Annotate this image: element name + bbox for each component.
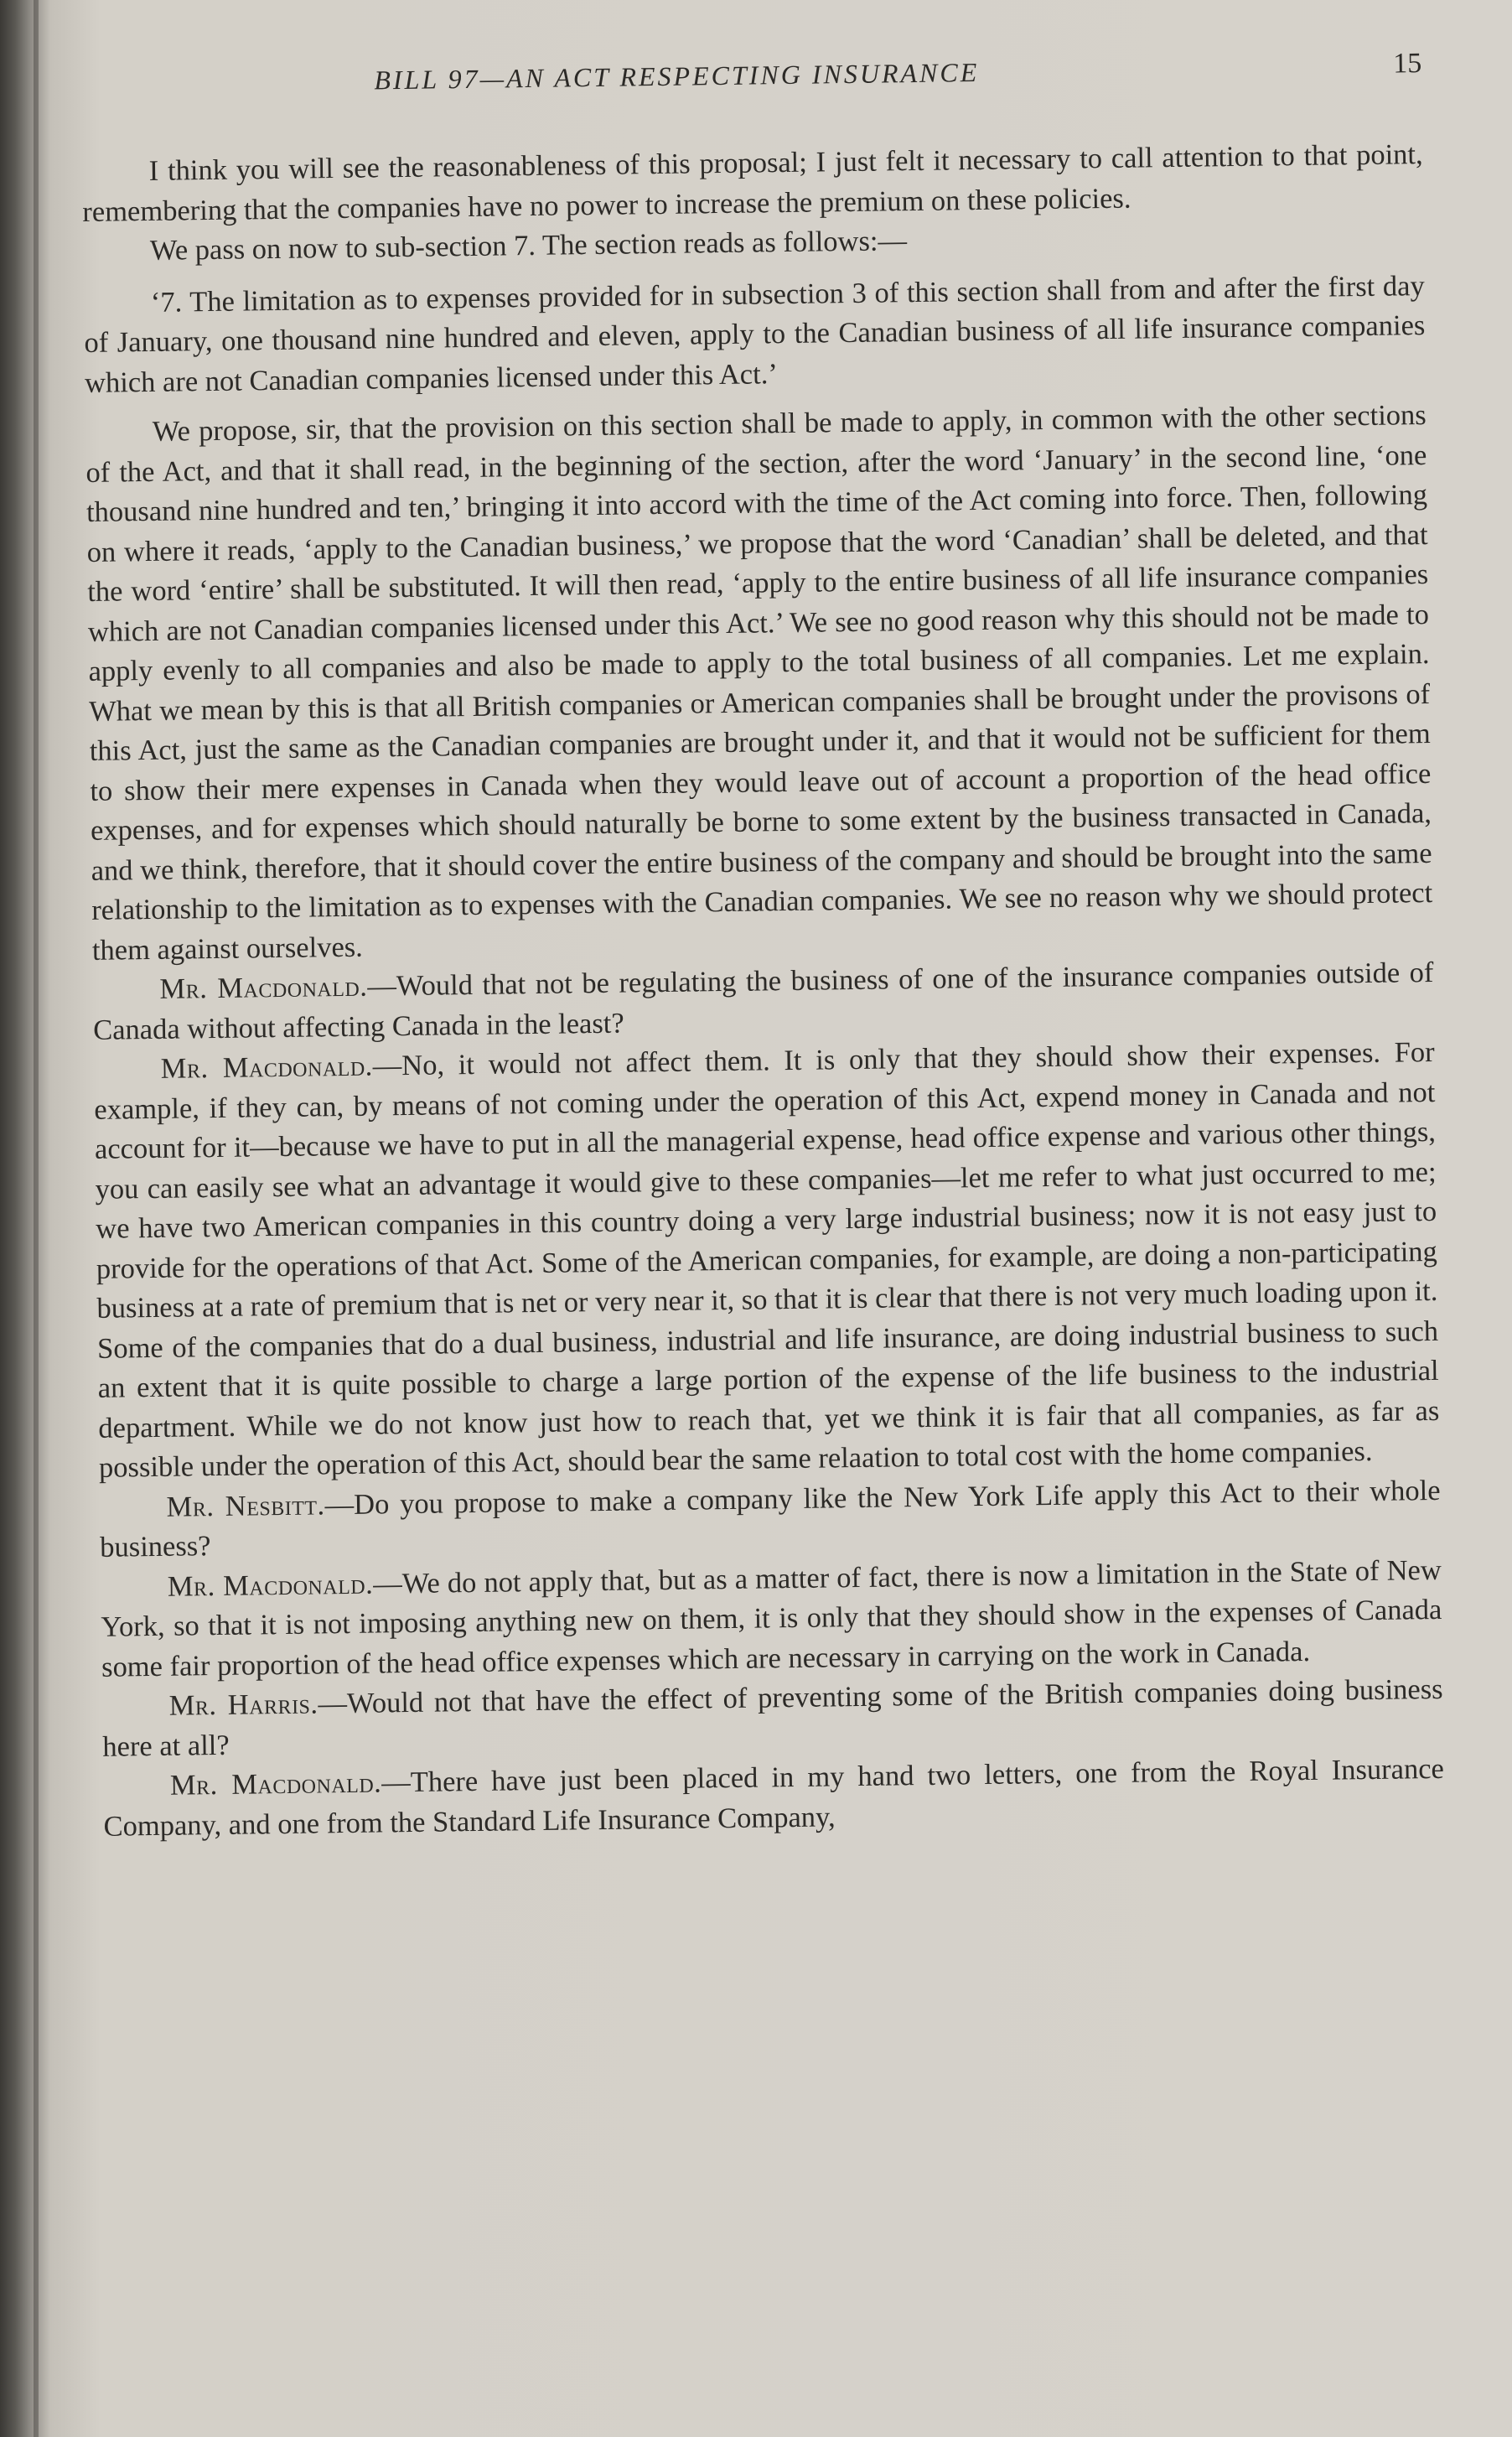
page-text-block: [80, 41, 1445, 1847]
speech-text: —We do not apply that, but as a matter of fact, there is now a limitation in the State of New York, so that it is not imposing anything new on them, it is only that they should show in the expenses of Canada some fair proportion of the head office expenses which are necessary in carrying on the work in Canada.: [101, 1553, 1442, 1683]
speaker-name: Mr. Macdonald.: [160, 1050, 374, 1085]
speech-paragraph: [103, 1750, 1445, 1847]
speaker-name: Mr. Macdonald.: [167, 1568, 374, 1603]
running-head-title: BILL 97—AN ACT RESPECTING INSURANCE: [374, 56, 980, 96]
body-text: [81, 135, 1444, 1847]
quoted-subsection: [84, 267, 1427, 403]
speaker-name: Mr. Harris.: [168, 1688, 318, 1722]
running-header: [80, 41, 1422, 109]
paragraph: [85, 396, 1434, 971]
speech-paragraph: [93, 1033, 1440, 1488]
speech-paragraph: [101, 1550, 1443, 1687]
speaker-name: Mr. Macdonald.: [159, 970, 368, 1005]
paragraph-text: ‘7. The limitation as to expenses provided for in subsection 3 of this section shall from and after the first day of January, one thousand nine hundred and eleven, apply to the Canadian business of all life insurance companies which are not Canadian companies licensed under this Act.’: [84, 269, 1426, 399]
paragraph-text: We propose, sir, that the provision on this section shall be made to apply, in common with the other sections of the Act, and that it shall read, in the beginning of the section, after the word ‘January’ in the second line, ‘one thousand nine hundred and ten,’ bringing it into accord with the time of the Act coming into force. Then, following on where it reads, ‘apply to the Canadian business,’ we propose that the word ‘Canadian’ shall be deleted, and that the word ‘entire’ shall be substituted. It will then read, ‘apply to the entire business of all life insurance companies which are not Canadian companies licensed under this Act.’ We see no good reason why this should not be made to apply evenly to all companies and also be made to apply to the total business of all companies. Let me explain. What we mean by this is that all British companies or American companies shall be brought under the provisons of this Act, just the same as the Canadian companies are brought under it, and that it would not be sufficient for them to show their mere expenses in Canada when they would leave out of account a proportion of the head office expenses, and for expenses which should naturally be borne to some extent by the business transacted in Canada, and we think, therefore, that it should cover the entire business of the company and should be brought into the same relationship to the limitation as to expenses with the Canadian companies. We see no reason why we should protect them against ourselves.: [85, 399, 1433, 967]
binding-gutter: [34, 0, 39, 2437]
speech-text: —There have just been placed in my hand two letters, one from the Royal Insurance Company, and one from the Standard Life Insurance Company,: [103, 1752, 1445, 1843]
speech-text: —Do you propose to make a company like the New York Life apply this Act to their whole business?: [99, 1474, 1441, 1563]
speech-text: —No, it would not affect them. It is only that they should show their expenses. For example, if they can, by means of not coming under the operation of this Act, expend money in Canada and not account for it—because we have to put in all the managerial expense, head office expense and various other things, you can easily see what an advantage it would give to these companies—let me refer to what just occurred to me; we have two American companies in this country doing a very large industrial business; now it is not easy just to provide for the operations of that Act. Some of the American companies, for example, are doing a non-participating business at a rate of premium that is net or very near it, so that it is clear that there is not very much loading upon it. Some of the companies that do a dual business, industrial and life insurance, are doing industrial business to such an extent that it is quite possible to charge a large portion of the expense of the life business to the industrial department. While we do not know just how to reach that, yet we think it is fair that all companies, as far as possible under the operation of this Act, should bear the same relaation to total cost with the home companies.: [94, 1035, 1440, 1484]
speaker-name: Mr. Macdonald.: [169, 1766, 382, 1802]
paragraph-text: I think you will see the reasonableness of this proposal; I just felt it necessary to call attention to that point, remembering that the companies have no power to increase the premium on these policies.: [82, 138, 1423, 228]
page-number: 15: [1392, 48, 1422, 80]
paragraph-text: We pass on now to sub-section 7. The section reads as follows:—: [149, 225, 908, 267]
speech-text: —Would not that have the effect of preventing some of the British companies doing business here at all?: [102, 1672, 1443, 1763]
speaker-name: Mr. Nesbitt.: [166, 1488, 325, 1523]
speech-text: —Would that not be regulating the business of one of the insurance companies outside of Canada without affecting Canada in the least?: [92, 956, 1434, 1046]
